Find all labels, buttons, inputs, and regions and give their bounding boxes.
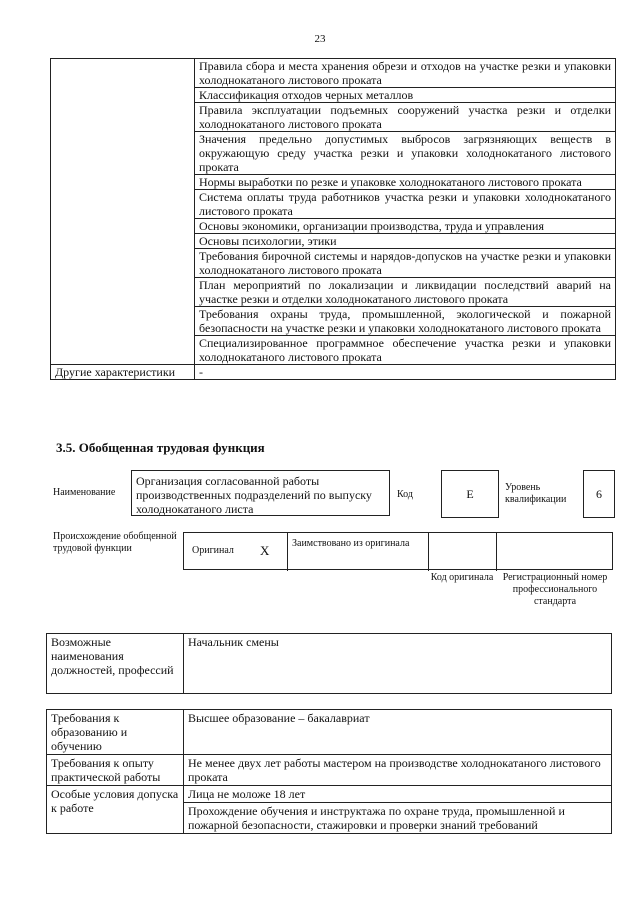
name-label: Наименование [53, 487, 116, 498]
left-empty-cell [51, 59, 195, 365]
positions-table [46, 633, 612, 694]
function-code-box: E [441, 470, 499, 518]
table-row [51, 365, 616, 380]
divider [287, 533, 288, 571]
knowledge-item: Система оплаты труда работников участка резки и упаковки холоднокатаного листового проката [195, 190, 616, 219]
knowledge-item: Требования охраны труда, промышленной, экологической и пожарной безопасности на участке резки и упаковки холоднокатаного листового проката [195, 307, 616, 336]
code-original-caption: Код оригинала [430, 572, 494, 583]
divider [428, 533, 429, 571]
table-row [47, 710, 612, 755]
original-label: Оригинал [192, 545, 234, 556]
knowledge-table [50, 58, 616, 380]
origin-frame [183, 532, 613, 570]
conditions-value-age: Лица не моложе 18 лет [184, 786, 612, 803]
knowledge-item: Нормы выработки по резке и упаковке холоднокатаного листового проката [195, 175, 616, 190]
knowledge-item: Правила эксплуатации подъемных сооружений участка резки и отделки холоднокатаного листового проката [195, 103, 616, 132]
table-row [47, 755, 612, 786]
knowledge-item: Значения предельно допустимых выбросов загрязняющих веществ в окружающую среду участка резки и упаковки холоднокатаного листового проката [195, 132, 616, 175]
registration-number-caption: Регистрационный номер профессионального стандарта [502, 572, 608, 607]
knowledge-item: Основы экономики, организации производства, труда и управления [195, 219, 616, 234]
section-title: 3.5. Обобщенная трудовая функция [56, 440, 265, 455]
knowledge-item: Специализированное программное обеспечение участка резки и упаковки холоднокатаного листового проката [195, 336, 616, 365]
divider [496, 533, 497, 571]
knowledge-item: Основы психологии, этики [195, 234, 616, 249]
conditions-label: Особые условия допуска к работе [47, 786, 184, 834]
origin-label: Происхождение обобщенной трудовой функции [53, 531, 177, 554]
original-mark: X [260, 543, 270, 558]
table-row [47, 786, 612, 803]
table-row [51, 59, 616, 88]
positions-value: Начальник смены [184, 634, 612, 694]
knowledge-item: Правила сбора и места хранения обрези и отходов на участке резки и упаковки холоднокатаного листового проката [195, 59, 616, 88]
other-characteristics-label: Другие характеристики [51, 365, 195, 380]
education-label: Требования к образованию и обучению [47, 710, 184, 755]
positions-label: Возможные наименования должностей, профессий [47, 634, 184, 694]
experience-label: Требования к опыту практической работы [47, 755, 184, 786]
borrowed-label: Заимствовано из оригинала [292, 538, 410, 549]
knowledge-item: Требования бирочной системы и нарядов-допусков на участке резки и упаковки холоднокатаного листового проката [195, 249, 616, 278]
requirements-table [46, 709, 612, 834]
conditions-value-training: Прохождение обучения и инструктажа по охране труда, промышленной и пожарной безопасности, стажировки и проверки знаний требований [184, 803, 612, 834]
function-name-box: Организация согласованной работы производственных подразделений по выпуску холоднокатаного листа [131, 470, 390, 516]
level-label: Уровень квалификации [505, 482, 567, 505]
table-row [47, 634, 612, 694]
code-label: Код [397, 489, 413, 500]
knowledge-item: Классификация отходов черных металлов [195, 88, 616, 103]
knowledge-item: План мероприятий по локализации и ликвидации последствий аварий на участке резки и отделки холоднокатаного листового проката [195, 278, 616, 307]
qualification-level-box: 6 [583, 470, 615, 518]
other-characteristics-value: - [195, 365, 616, 380]
education-value: Высшее образование – бакалавриат [184, 710, 612, 755]
page-number: 23 [314, 33, 326, 45]
experience-value: Не менее двух лет работы мастером на производстве холоднокатаного листового проката [184, 755, 612, 786]
